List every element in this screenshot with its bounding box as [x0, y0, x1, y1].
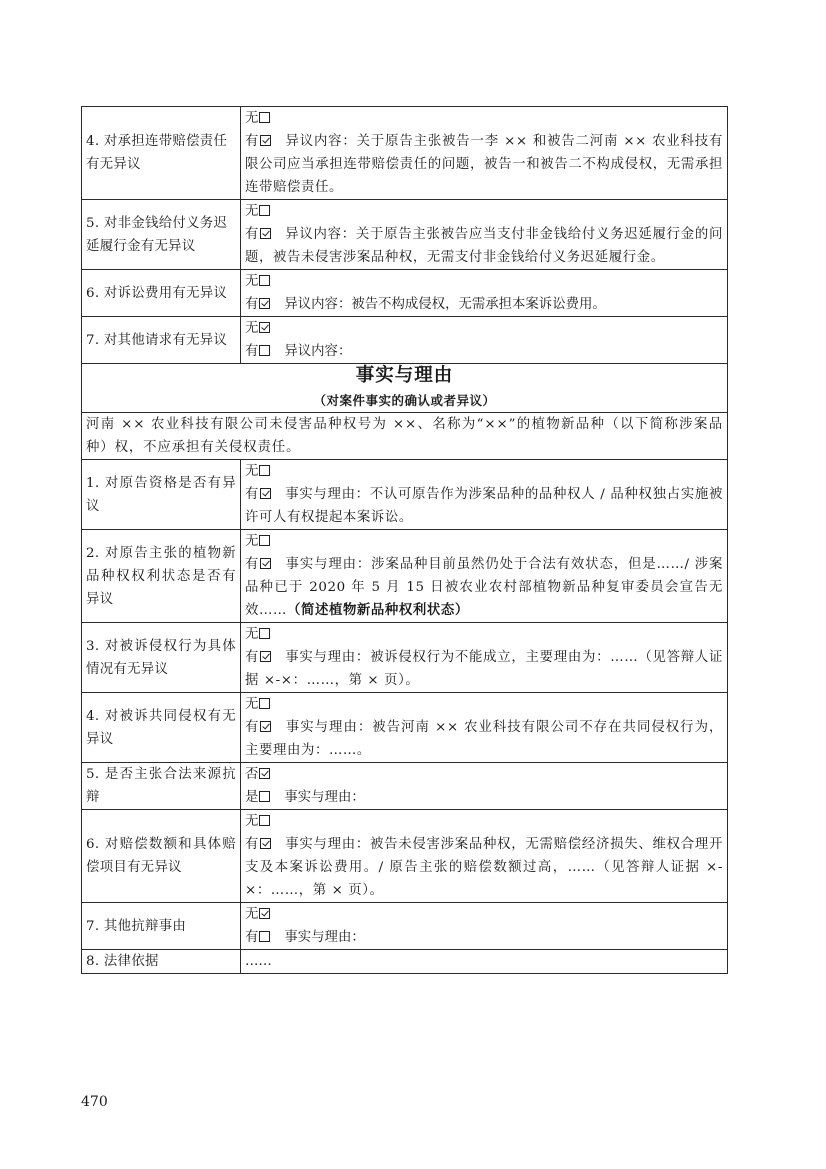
- option-no-label: 无: [245, 907, 259, 922]
- page-number: 470: [81, 1094, 108, 1110]
- detail-text: 被告不构成侵权，无需承担本案诉讼费用。: [351, 297, 606, 312]
- answer-cell: [241, 950, 728, 974]
- option-no-label: 无: [245, 274, 259, 289]
- section-intro-row: [82, 413, 728, 460]
- option-no-label: 无: [245, 627, 259, 642]
- option-yes-label: 有: [245, 837, 260, 852]
- question-cell: [82, 460, 241, 530]
- section-subtitle: （对案件事实的确认或者异议）: [313, 393, 496, 408]
- question-label: 6. 对诉讼费用有无异议: [86, 285, 228, 301]
- option-no-label: 无: [245, 697, 259, 712]
- unchecked-box-icon[interactable]: [259, 815, 270, 826]
- table-row: [82, 317, 728, 364]
- detail-label: 事实与理由：: [284, 790, 365, 805]
- detail-text: 关于原告主张被告一李 ×× 和被告二河南 ×× 农业科技有限公司应当承担连带赔偿责任的问题，被告一和被告二不构成侵权，无需承担连带赔偿责任。: [245, 134, 723, 195]
- question-cell: [82, 317, 241, 364]
- detail-label: 事实与理由：: [285, 837, 371, 852]
- unchecked-box-icon[interactable]: [259, 205, 270, 216]
- table-row: [82, 693, 728, 763]
- detail-emphasis: （简述植物新品种权利状态）: [286, 603, 469, 618]
- answer-cell: [241, 763, 728, 810]
- option-yes-label: 有: [245, 557, 260, 572]
- checked-box-icon[interactable]: [260, 488, 271, 499]
- answer-cell: [241, 270, 728, 317]
- unchecked-box-icon[interactable]: [259, 535, 270, 546]
- detail-label: 异议内容：: [284, 344, 352, 359]
- section-header-row: [82, 364, 728, 413]
- defense-form-table: [81, 106, 728, 974]
- checked-box-icon[interactable]: [260, 651, 271, 662]
- unchecked-box-icon[interactable]: [259, 465, 270, 476]
- table-row: [82, 903, 728, 950]
- detail-label: 事实与理由：: [285, 557, 372, 572]
- detail-label: 事实与理由：: [284, 930, 365, 945]
- table-row: [82, 810, 728, 903]
- checked-box-icon[interactable]: [259, 322, 270, 333]
- answer-cell: [241, 693, 728, 763]
- table-row: [82, 950, 728, 974]
- question-label: 5. 是否主张合法来源抗辩: [86, 767, 236, 805]
- question-cell: [82, 200, 241, 270]
- question-cell: [82, 763, 241, 810]
- question-label: 3. 对被诉侵权行为具体情况有无异议: [86, 638, 236, 677]
- question-label: 1. 对原告资格是否有异议: [86, 475, 236, 514]
- unchecked-box-icon[interactable]: [259, 791, 270, 802]
- option-yes-label: 有: [245, 297, 259, 312]
- detail-text: 不认可原告作为涉案品种的品种权人 / 品种权独占实施被许可人有权提起本案诉讼。: [245, 487, 723, 525]
- unchecked-box-icon[interactable]: [259, 275, 270, 286]
- option-no-label: 无: [245, 111, 259, 126]
- question-label: 6. 对赔偿数额和具体赔偿项目有无异议: [86, 837, 236, 875]
- detail-label: 事实与理由：: [285, 487, 370, 502]
- unchecked-box-icon[interactable]: [259, 931, 270, 942]
- detail-text: 关于原告主张被告应当支付非金钱给付义务迟延履行金的问题，被告未侵害涉案品种权，无需支付非金钱给付义务迟延履行金。: [245, 227, 723, 265]
- legal-basis-text: ……: [245, 954, 272, 969]
- question-cell: [82, 810, 241, 903]
- question-cell: [82, 950, 241, 974]
- table-row: [82, 200, 728, 270]
- checked-box-icon[interactable]: [259, 768, 270, 779]
- question-cell: [82, 530, 241, 623]
- option-no-label: 无: [245, 204, 259, 219]
- detail-label: 异议内容：: [285, 227, 356, 242]
- checked-box-icon[interactable]: [259, 908, 270, 919]
- detail-text: 涉案品种目前虽然仍处于合法有效状态，但是……/ 涉案品种已于 2020 年 5 月 15 日被农业农村部植物新品种复审委员会宣告无效……: [245, 557, 723, 618]
- answer-cell: [241, 107, 728, 200]
- option-yes-label: 有: [245, 720, 260, 735]
- question-label: 8. 法律依据: [86, 954, 159, 969]
- answer-cell: [241, 200, 728, 270]
- option-no-label: 无: [245, 814, 259, 829]
- question-label: 7. 其他抗辩事由: [86, 918, 187, 934]
- option-no-label: 否: [245, 767, 259, 782]
- option-yes-label: 是: [245, 790, 259, 805]
- table-row: [82, 530, 728, 623]
- question-label: 4. 对被诉共同侵权有无异议: [86, 708, 236, 747]
- option-yes-label: 有: [245, 650, 260, 665]
- answer-cell: [241, 460, 728, 530]
- answer-cell: [241, 903, 728, 950]
- checked-box-icon[interactable]: [260, 838, 271, 849]
- section-intro: 河南 ×× 农业科技有限公司未侵害品种权号为 ××、名称为“××”的植物新品种（以下简称涉案品种）权，不应承担有关侵权责任。: [82, 413, 728, 460]
- detail-label: 事实与理由：: [285, 720, 373, 735]
- question-cell: [82, 693, 241, 763]
- question-label: 2. 对原告主张的植物新品种权权利状态是否有异议: [86, 545, 236, 607]
- question-label: 5. 对非金钱给付义务迟延履行金有无异议: [86, 215, 228, 254]
- unchecked-box-icon[interactable]: [259, 628, 270, 639]
- option-yes-label: 有: [245, 930, 259, 945]
- table-row: [82, 763, 728, 810]
- checked-box-icon[interactable]: [260, 228, 271, 239]
- option-yes-label: 有: [245, 487, 260, 502]
- question-label: 7. 对其他请求有无异议: [86, 332, 228, 348]
- section-title: 事实与理由: [355, 365, 454, 386]
- detail-text: 被告未侵害涉案品种权，无需赔偿经济损失、维权合理开支及本案诉讼费用。/ 原告主张的赔偿数额过高，……（见答辩人证据 ×-×：……，第 × 页）。: [245, 837, 723, 898]
- table-row: [82, 460, 728, 530]
- option-yes-label: 有: [245, 344, 259, 359]
- section-header: [82, 364, 728, 413]
- option-no-label: 无: [245, 464, 259, 479]
- question-cell: [82, 903, 241, 950]
- detail-label: 异议内容：: [285, 134, 357, 149]
- unchecked-box-icon[interactable]: [259, 698, 270, 709]
- table-row: [82, 623, 728, 693]
- detail-label: 异议内容：: [284, 297, 352, 312]
- checked-box-icon[interactable]: [259, 298, 270, 309]
- unchecked-box-icon[interactable]: [259, 345, 270, 356]
- option-no-label: 无: [245, 321, 259, 336]
- answer-cell: [241, 530, 728, 623]
- option-yes-label: 有: [245, 134, 260, 149]
- checked-box-icon[interactable]: [260, 558, 271, 569]
- option-no-label: 无: [245, 534, 259, 549]
- checked-box-icon[interactable]: [260, 721, 271, 732]
- option-yes-label: 有: [245, 227, 260, 242]
- question-label: 4. 对承担连带赔偿责任有无异议: [86, 134, 228, 172]
- answer-cell: [241, 623, 728, 693]
- table-row: [82, 107, 728, 200]
- detail-text: 被诉侵权行为不能成立，主要理由为：……（见答辩人证据 ×-×：……，第 × 页）。: [245, 650, 724, 688]
- checked-box-icon[interactable]: [260, 135, 271, 146]
- answer-cell: [241, 810, 728, 903]
- unchecked-box-icon[interactable]: [259, 112, 270, 123]
- answer-cell: [241, 317, 728, 364]
- table-row: [82, 270, 728, 317]
- question-cell: [82, 270, 241, 317]
- detail-label: 事实与理由：: [285, 650, 371, 665]
- detail-text: 被告河南 ×× 农业科技有限公司不存在共同侵权行为，主要理由为：……。: [245, 720, 723, 758]
- question-cell: [82, 623, 241, 693]
- question-cell: [82, 107, 241, 200]
